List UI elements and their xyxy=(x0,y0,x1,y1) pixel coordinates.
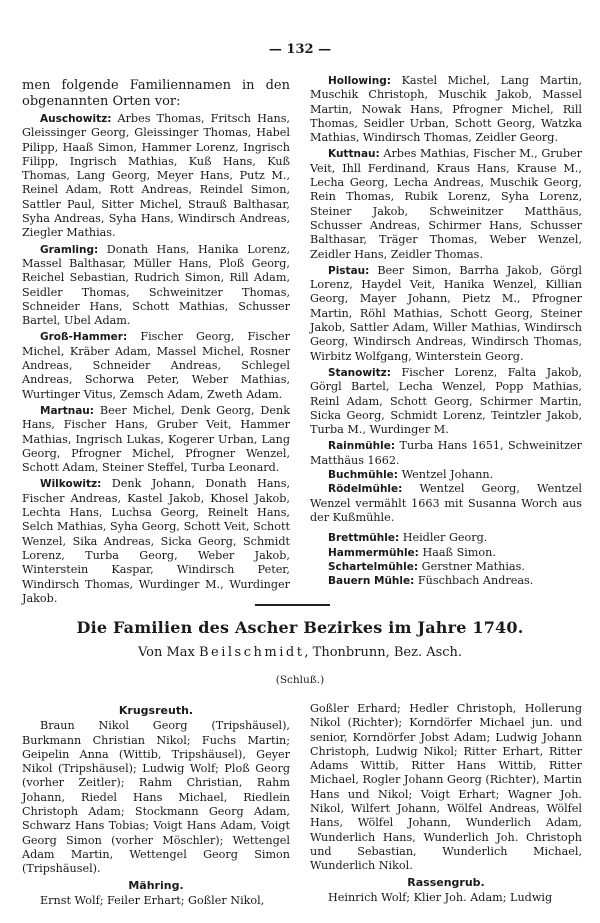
place-name: Buchmühle: xyxy=(328,469,398,482)
entry-wilkowitz xyxy=(22,477,290,606)
upper-left-column xyxy=(22,78,290,608)
place-name: Brettmühle: xyxy=(328,532,400,545)
family-names: Wentzel Johann. xyxy=(401,468,494,482)
place-name: Rainmühle: xyxy=(328,440,396,453)
page-number: — 132 — xyxy=(268,42,332,57)
family-names: Heidler Georg. xyxy=(402,531,488,545)
section-heading-krugsreuth: Krugsreuth. xyxy=(118,704,194,717)
entry-brettmuehle xyxy=(310,531,582,545)
section-divider xyxy=(255,604,330,606)
byline-prefix: Von Max xyxy=(137,645,195,660)
section-heading-maehring: Mähring. xyxy=(128,878,184,892)
family-names: Beer Michel, Denk Georg, Denk Hans, Fischer Hans, Gruber Veit, Hammer Mathias, Ingrisch Lukas, Kogerer Urban, Lang Georg, Pfrogner Michel, Pfrogner Wenzel, Schott Adam, Steiner Steffel, Turba Leonard. xyxy=(22,403,290,475)
place-name: Martnau: xyxy=(40,404,94,417)
place-name: Rödelmühle: xyxy=(328,483,403,496)
upper-right-column xyxy=(310,74,582,588)
family-names: Beer Simon, Barrha Jakob, Görgl Lorenz, Haydel Veit, Hanika Wenzel, Killian Georg, Mayer Johann, Pietz M., Pfrogner Martin, Röhl Mathias, Schott Georg, Steiner Jakob, Sattler Adam, Willer Mathias, Windirsch Georg, Windirsch Andreas, Windirsch Thomas, Wirbitz Wolfgang, Winterstein Georg. xyxy=(310,263,582,363)
entry-hollowing xyxy=(310,74,582,145)
entry-buchmuehle xyxy=(310,468,582,482)
entry-stanowitz xyxy=(310,366,582,437)
family-names: Haaß Simon. xyxy=(422,545,496,559)
article-title: Die Familien des Ascher Bezirkes im Jahre 1740. xyxy=(76,618,524,637)
entry-schartelmuehle xyxy=(310,560,582,574)
entry-rainmuehle xyxy=(310,439,582,468)
place-name: Hollowing: xyxy=(328,75,391,87)
family-names: Arbes Mathias, Fischer M., Gruber Veit, Ihll Ferdinand, Kraus Hans, Krause M., Lecha Georg, Lecha Andreas, Muschik Georg, Rein Thomas, Rubik Lorenz, Syha Lorenz, Steiner Jakob, Schweinitzer Matthäus, Schusser Andreas, Schirmer Hans, Schusser Balthasar, Träger Thomas, Weber Wenzel, Zeidler Hans, Zeidler Thomas. xyxy=(310,147,582,261)
place-name: Wilkowitz: xyxy=(40,478,102,491)
family-names: Fischer Georg, Fischer Michel, Kräber Adam, Massel Michel, Rosner Andreas, Schneider Andreas, Schlegel Andreas, Schorwa Peter, Weber Mathias, Wurtinger Vitus, Zemsch Adam, Zweth Adam. xyxy=(22,330,290,401)
place-name: Groß-Hammer: xyxy=(40,331,128,344)
krugsreuth-text: Braun Nikol Georg (Tripshäusel), Burkmann Christian Nikol; Fuchs Martin; Geipelin Anna (Wittib, Tripshäusel), Geyer Nikol (Tripshäusel); Ludwig Wolf; Ploß Georg (vorher Zeitler); Rahm Christian, Rahm Johann, Riedel Hans Michael, Riedlein Christoph Adam; Stockmann Georg Adam, Schwarz Hans Tobias; Voigt Hans Adam, Voigt Georg Simon (vorher Möschler); Wettengel Adam Martin, Wettengel Georg Simon (Tripshäusel). xyxy=(22,719,290,876)
place-name: Kuttnau: xyxy=(328,148,380,161)
entry-roedelmuehle xyxy=(310,482,582,525)
family-names: Gerstner Mathias. xyxy=(421,559,525,573)
entry-auschowitz xyxy=(22,112,290,241)
family-names: Denk Johann, Donath Hans, Fischer Andreas, Kastel Jakob, Khosel Jakob, Lechta Hans, Luchsa Georg, Reinelt Hans, Selch Mathias, Syha Georg, Schott Veit, Schott Wenzel, Sika Andreas, Sicka Georg, Schmidt Lorenz, Turba Georg, Weber Jakob, Winterstein Kaspar, Windirsch Peter, Windirsch Thomas, Wurdinger M., Wurdinger Jakob. xyxy=(22,477,291,605)
family-names: Füschbach Andreas. xyxy=(417,574,534,588)
entry-hammermuehle xyxy=(310,546,582,560)
place-name: Stanowitz: xyxy=(328,366,391,379)
continued-note: (Schluß.) xyxy=(275,674,325,686)
entry-pistau xyxy=(310,264,582,364)
place-name: Pistau: xyxy=(328,264,370,277)
maehring-text: Ernst Wolf; Feiler Erhart; Goßler Nikol, xyxy=(40,893,265,907)
entry-kuttnau xyxy=(310,147,582,261)
family-names: Turba Hans 1651, Schweinitzer Matthäus 1662. xyxy=(310,439,583,467)
family-names: Fischer Lorenz, Falta Jakob, Görgl Bartel, Lecha Wenzel, Popp Mathias, Reinl Adam, Schott Georg, Schirmer Martin, Sicka Georg, Schmidt Lorenz, Teintzler Jakob, Turba M., Wurdinger M. xyxy=(310,365,582,437)
entry-martnau xyxy=(22,404,290,475)
section-heading-rassengrub: Rassengrub. xyxy=(407,875,485,889)
family-names: Donath Hans, Hanika Lorenz, Massel Balthasar, Müller Hans, Ploß Georg, Reichel Sebastian, Rudrich Simon, Rill Adam, Seidler Thomas, Schweinitzer Thomas, Schneider Hans, Schott Mathias, Schusser Bartel, Ubel Adam. xyxy=(22,242,290,328)
lower-left-column xyxy=(22,702,290,910)
family-names: Kastel Michel, Lang Martin, Muschik Christoph, Muschik Jakob, Massel Martin, Nowak Hans, Pfrogner Michel, Rill Thomas, Seidler Urban, Schott Georg, Watzka Mathias, Windirsch Thomas, Zeidler Georg. xyxy=(310,74,582,145)
family-names: Arbes Thomas, Fritsch Hans, Gleissinger Georg, Gleissinger Thomas, Habel Pilipp, Haaß Simon, Hammer Lorenz, Ingrisch Filipp, Ingrisch Mathias, Kuß Hans, Kuß Thomas, Lang Georg, Meyer Hans, Putz M., Reinel Adam, Rott Andreas, Reindel Simon, Sattler Paul, Sitter Michel, Strauß Balthasar, Syha Andreas, Syha Hans, Windirsch Andreas, Ziegler Mathias. xyxy=(22,112,290,240)
place-name: Auschowitz: xyxy=(40,113,112,125)
krugsreuth-continued-text: Goßler Erhard; Hedler Christoph, Hollerung Nikol (Richter); Korndörfer Michael jun. und senior, Korndörfer Jobst Adam; Ludwig Johann Christoph, Ludwig Nikol; Ritter Erhart, Ritter Adams Wittib, Ritter Hans Wittib, Ritter Michael, Rogler Johann Georg (Richter), Martin Hans und Nikol; Voigt Erhart; Wagner Joh. Nikol, Wilfert Johann, Wölfel Andreas, Wölfel Hans, Wölfel Johann, Wunderlich Adam, Wunderlich Hans, Wunderlich Joh. Christoph und Sebastian, Wunderlich Michael, Wunderlich Nikol. xyxy=(310,702,582,873)
entry-bauern-muehle xyxy=(310,574,582,588)
entry-gramling xyxy=(22,243,290,329)
place-name: Gramling: xyxy=(40,243,99,256)
author-name: Beilschmidt xyxy=(199,645,305,660)
place-name: Bauern Mühle: xyxy=(328,575,415,588)
lower-right-column xyxy=(310,702,582,907)
place-name: Hammermühle: xyxy=(328,546,419,559)
intro-text: men folgende Familiennamen in den obgenannten Orten vor: xyxy=(22,78,290,109)
byline xyxy=(0,645,600,660)
entry-gross-hammer xyxy=(22,330,290,401)
family-names: Wentzel Georg, Wentzel Wenzel vermählt 1663 mit Susanna Worch aus der Kußmühle. xyxy=(310,482,582,524)
place-name: Schartelmühle: xyxy=(328,560,419,573)
byline-suffix: , Thonbrunn, Bez. Asch. xyxy=(304,645,463,660)
rassengrub-text: Heinrich Wolf; Klier Joh. Adam; Ludwig xyxy=(328,890,553,904)
